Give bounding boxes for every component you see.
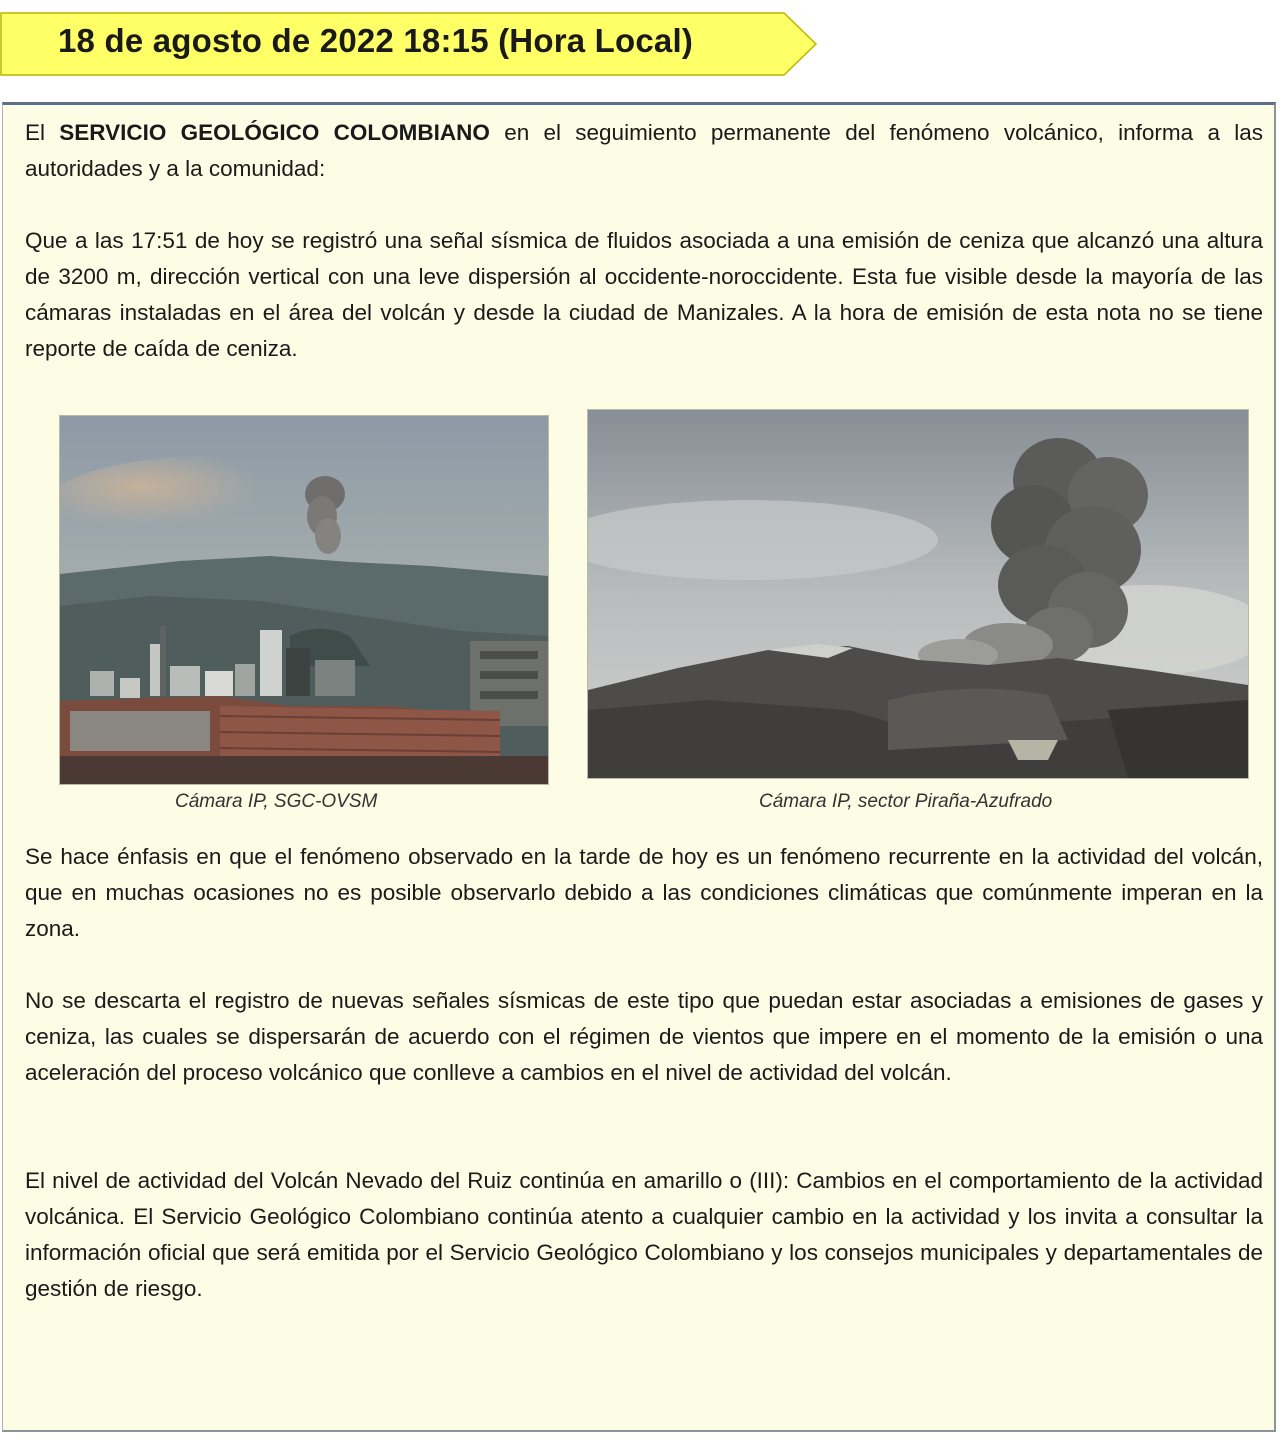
- ash-plume-photo: [588, 410, 1248, 778]
- banner-title: 18 de agosto de 2022 18:15 (Hora Local): [58, 22, 694, 59]
- intro-after: en el seguimiento permanente del fenómeno volcánico, informa a las autoridades y a la comunidad:: [25, 120, 1263, 181]
- emission-paragraph: Que a las 17:51 de hoy se registró una señal sísmica de fluidos asociada a una emisión de ceniza que alcanzó una altura de 3200 m, dirección vertical con una leve dispersión al occidente-noroccidente. Esta fue visible desde la mayoría de las cámaras instaladas en el área del volcán y desde la ciudad de Manizales. A la hora de emisión de esta nota no se tiene reporte de caída de ceniza.: [25, 228, 1263, 361]
- recurrence-paragraph: Se hace énfasis en que el fenómeno observado en la tarde de hoy es un fenómeno recurrente en la actividad del volcán, que en muchas ocasiones no es posible observarlo debido a las condiciones climáticas que comúnmente imperan en la zona.: [25, 844, 1263, 941]
- forecast-paragraph: No se descarta el registro de nuevas señales sísmicas de este tipo que puedan estar asociadas a emisiones de gases y ceniza, las cuales se dispersarán de acuerdo con el régimen de vientos que impere en el momento de la emisión o una aceleración del proceso volcánico que conlleve a cambios en el nivel de actividad del volcán.: [25, 988, 1263, 1085]
- intro-paragraph: [25, 115, 1263, 187]
- org-name: SERVICIO GEOLÓGICO COLOMBIANO: [59, 120, 490, 145]
- camera-photo-azufrado: [587, 409, 1249, 779]
- caption-azufrado: Cámara IP, sector Piraña-Azufrado: [759, 791, 1053, 812]
- caption-ovsm: Cámara IP, SGC-OVSM: [175, 791, 378, 812]
- city-volcano-photo: [60, 416, 548, 784]
- bulletin-panel: [2, 102, 1276, 1432]
- date-banner: [0, 12, 820, 76]
- activity-level-paragraph: El nivel de actividad del Volcán Nevado del Ruiz continúa en amarillo o (III): Cambios en el comportamiento de la actividad volcánica. El Servicio Geológico Colombiano continúa atento a cualquier cambio en la actividad y los invita a consultar la información oficial que será emitida por el Servicio Geológico Colombiano y los consejos municipales y departamentales de gestión de riesgo.: [25, 1168, 1263, 1301]
- camera-photo-ovsm: [59, 415, 549, 785]
- intro-before: El: [25, 120, 60, 145]
